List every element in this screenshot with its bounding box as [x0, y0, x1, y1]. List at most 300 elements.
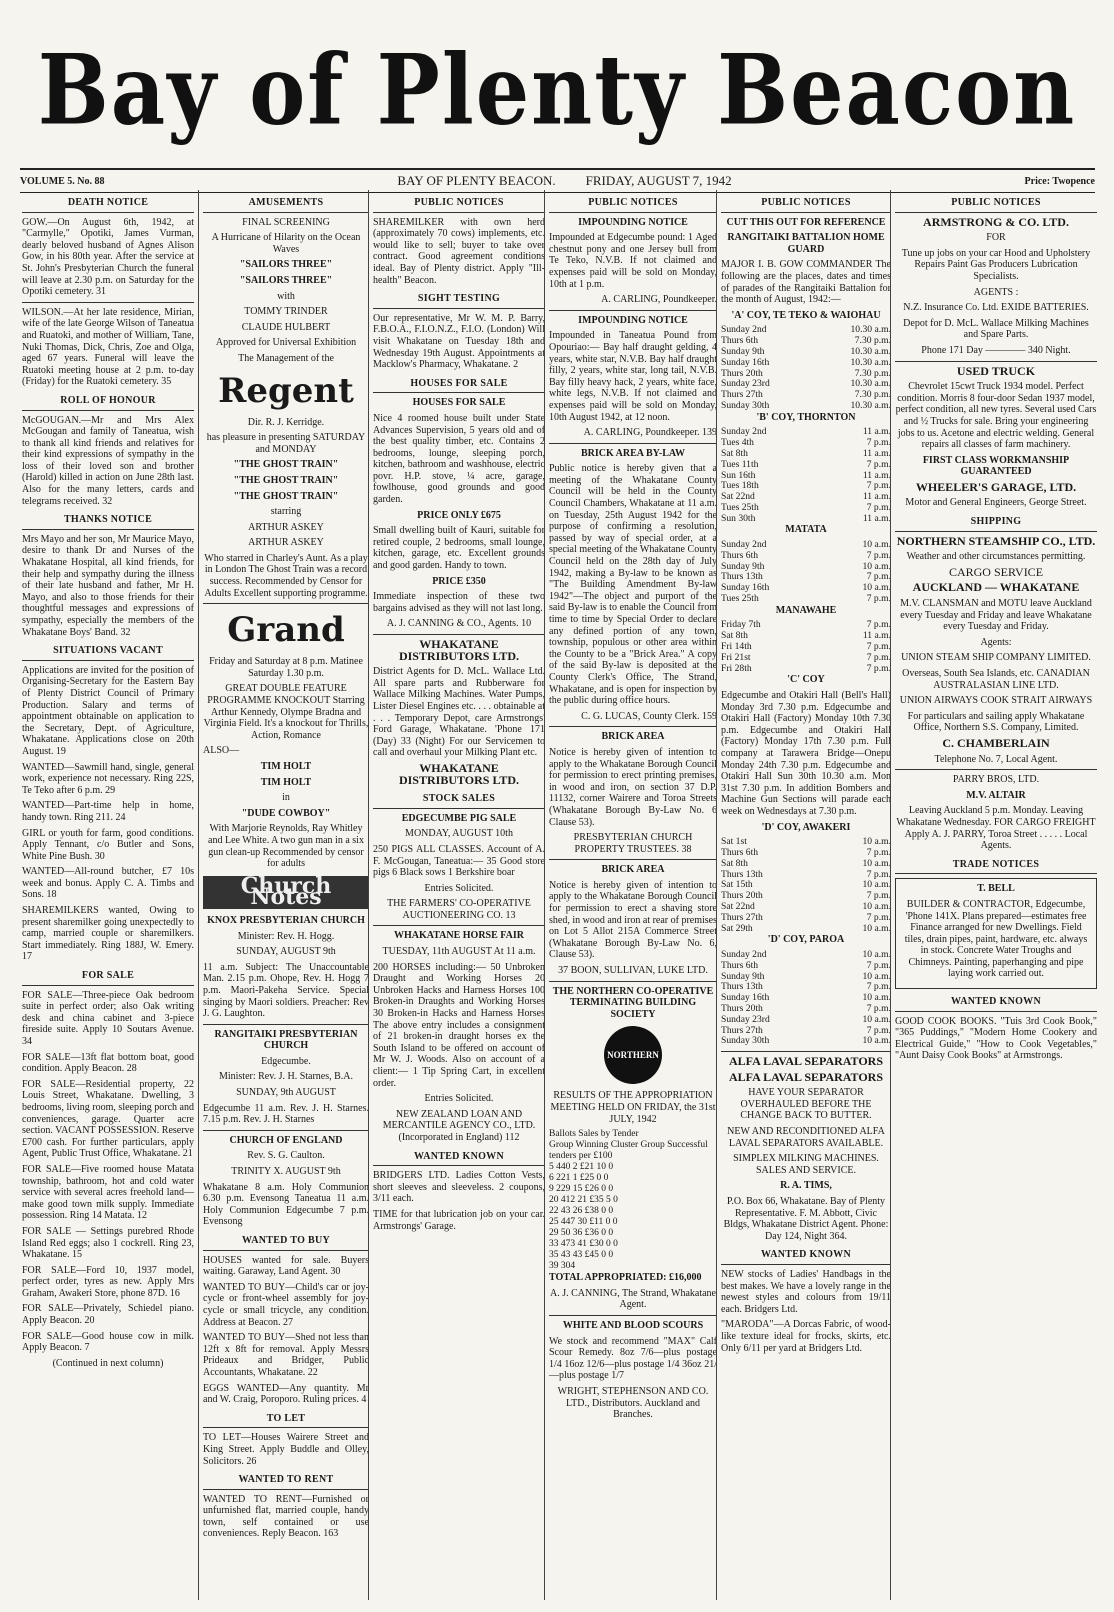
- starring-text: starring: [270, 506, 302, 518]
- cut-out-heading: CUT THIS OUT FOR REFERENCE: [726, 216, 886, 228]
- table-row: 9 229 15 £26 0 0: [549, 1184, 614, 1195]
- parade-day: Sunday 2nd: [721, 426, 767, 438]
- parade-day: Thurs 27th: [721, 1024, 763, 1036]
- price: Price: Twopence: [1024, 175, 1095, 187]
- parade-time: 11 a.m.: [862, 491, 891, 503]
- houses-for-sale-heading: HOUSES FOR SALE: [373, 376, 545, 394]
- parade-time: 11 a.m.: [862, 512, 891, 524]
- tender-table: [549, 1129, 717, 1272]
- airways-heading: UNION AIRWAYS COOK STRAIT AIRWAYS: [899, 695, 1093, 707]
- situation-ad: WANTED—Sawmill hand, single, general work, experience not necessary. Ring 22S, Te Teko after 6 p.m. 29: [22, 761, 194, 796]
- used-truck-heading: USED TRUCK: [956, 363, 1036, 378]
- horse-fair-body: 200 HORSES including:— 50 Unbroken Draught and Working Horses 20 Unbroken Hacks and Harness Horses 100 Broken-in Draughts and Working Horses 30 Broken-in Hacks and Harness Horses The above entry includes a consignment of 21 broken-in draught horses ex the South Island to be offered on account of Mr W. J. Woods. Also on account of a client:— 1 Tip Spring Cart, in excellent order.: [373, 961, 545, 1089]
- sight-testing-body: Our representative, Mr W. M. P. Barry, F.B.O.A., F.I.O.N.Z., F.I.O. (London) Will visit Whakatane on Tuesday 18th and Wednesday 19th August. Appointments at Macklow's Pharmacy, Whakatane. 2: [373, 312, 545, 371]
- agents-label: Agents:: [980, 636, 1012, 648]
- rangitaiki-heading: RANGITAIKI PRESBYTERIAN CHURCH: [214, 1028, 358, 1052]
- chamberlain-name: C. CHAMBERLAIN: [942, 735, 1050, 750]
- parade-day: Sunday 30th: [721, 1035, 770, 1047]
- wanted-known-ad: TIME for that lubrication job on your car. Armstrongs' Garage.: [373, 1208, 545, 1232]
- union-steam-ship: UNION STEAM SHIP COMPANY LIMITED.: [901, 652, 1091, 664]
- battalion-heading: RANGITAIKI BATTALION HOME GUARD: [727, 232, 885, 255]
- also-text: ALSO—: [203, 745, 240, 757]
- coe-body: Whakatane 8 a.m. Holy Communion 6.30 p.m. Evensong Taneatua 11 a.m. Holy Communion Edgecumbe 7 p.m. Evensong: [203, 1181, 369, 1228]
- wanted-ad: EGGS WANTED—Any quantity. Mr and W. Craig, Poroporo. Ruling prices. 4: [203, 1382, 369, 1406]
- parade-day: Sunday 16th: [721, 356, 770, 368]
- parade-time: 7.30 p.m.: [854, 335, 891, 347]
- parade-time: 11 a.m.: [862, 630, 891, 642]
- parade-day: Tues 18th: [721, 480, 759, 492]
- for-sale-ad: FOR SALE—Residential property, 22 Louis Street, Whakatane. Dwelling, 3 bedrooms, living room, sleeping porch and conveniences, garage. Quarter acre section. VACANT POSSESSION. Reserve £700 cash. For further particulars, apply Agent, Public Trust Office, Whakatane. 21: [22, 1078, 194, 1160]
- parade-day: Thurs 6th: [721, 549, 759, 561]
- parade-schedule: [721, 837, 891, 934]
- to-let-ad: TO LET—Houses Wairere Street and King Street. Apply Buddle and Olley, Solicitors. 26: [203, 1432, 369, 1467]
- coe-minister: Rev. S. G. Caulton.: [247, 1150, 325, 1162]
- agent-signature: A. J. CANNING & CO., Agents. 10: [386, 618, 532, 630]
- parade-time: 7 p.m.: [866, 662, 891, 674]
- regent-theatre-logo: Regent: [218, 370, 354, 411]
- scours-distributor: WRIGHT, STEPHENSON AND CO. LTD., Distributors. Auckland and Branches.: [557, 1385, 709, 1421]
- film-title: "SAILORS THREE": [239, 259, 333, 271]
- depot-text: Depot for D. McL. Wallace Milking Machines and Spare Parts.: [903, 317, 1089, 341]
- northern-agent: A. J. CANNING, The Strand, Whakatane Agent.: [550, 1287, 716, 1311]
- parade-day: Friday 7th: [721, 619, 761, 631]
- parade-day: Tues 11th: [721, 458, 759, 470]
- overseas-text: Overseas, South Sea Islands, etc. CANADIAN AUSTRALASIAN LINE LTD.: [902, 668, 1090, 691]
- impounding-body: Impounded at Edgecumbe pound: 1 Aged chestnut pony and one Jersey bull from Te Teko, N.V.B. If not claimed and expenses paid will be sold on Monday, 10th at 1 p.m.: [549, 232, 717, 290]
- amusements-heading: AMUSEMENTS: [203, 195, 369, 213]
- parade-time: 7 p.m.: [866, 641, 891, 653]
- table-row: 29 50 36 £36 0 0: [549, 1228, 614, 1239]
- film-title: "THE GHOST TRAIN": [233, 474, 339, 486]
- airways-body: For particulars and sailing apply Whakatane Office, Northern S.S. Company, Limited.: [907, 710, 1085, 734]
- shipping-heading: SHIPPING: [895, 514, 1097, 532]
- parade-time: 7 p.m.: [866, 437, 891, 449]
- table-row: 22 43 26 £38 0 0: [549, 1206, 614, 1217]
- parade-schedule: [721, 325, 891, 411]
- for-sale-ad: FOR SALE—Good house cow in milk. Apply Beacon. 7: [22, 1330, 194, 1354]
- pig-sale-heading: EDGECUMBE PIG SALE: [401, 812, 517, 824]
- table-row: 35 43 43 £45 0 0: [549, 1250, 614, 1261]
- coy-heading: 'A' COY, TE TEKO & WAIOHAU: [731, 309, 881, 321]
- house-note: Immediate inspection of these two bargains advised as they will not last long.: [373, 591, 545, 614]
- parade-time: 7 p.m.: [866, 959, 891, 971]
- rangitaiki-minister: Minister: Rev. J. H. Starnes, B.A.: [218, 1071, 354, 1083]
- wanted-known-ad: NEW stocks of Ladies' Handbags in the best makes. We have a lovely range in the newest styles and colours from 19/11 each. Bridgers Ltd.: [721, 1269, 891, 1315]
- parade-schedule: [721, 427, 891, 524]
- for-sale-ad: FOR SALE—Three-piece Oak bedroom suite in perfect order; also Oak writing desk and china cabinet and 3-piece fireside suite. Apply 10 Soutars Avenue. 34: [22, 989, 194, 1047]
- simplex-text: SIMPLEX MILKING MACHINES. SALES AND SERVICE.: [733, 1153, 879, 1176]
- table-row: 39 304: [549, 1261, 576, 1272]
- table-row: 5 440 2 £21 10 0: [549, 1162, 614, 1173]
- parade-time: 10 a.m.: [862, 582, 891, 594]
- final-desc: A Hurricane of Hilarity on the Ocean Waves: [211, 232, 361, 255]
- parade-time: 7.30 p.m.: [854, 367, 891, 379]
- trade-notices-heading: TRADE NOTICES: [895, 857, 1097, 875]
- parade-time: 10 a.m.: [862, 836, 891, 848]
- parade-day: Thurs 20th: [721, 367, 763, 379]
- alfa-laval-heading: ALFA LAVAL SEPARATORS: [728, 1069, 884, 1084]
- column-1: [22, 190, 198, 1600]
- knox-date: SUNDAY, AUGUST 9th: [236, 946, 336, 958]
- roll-of-honour: McGOUGAN.—Mr and Mrs Alex McGougan and family of Taneatua, wish to thank all kind friends and relatives for their kind expressions of sympathy in the loss of their loved son and brother (Harold) killed in action on June 28th last. Also for the many letters, cards and telegrams received. 32: [22, 414, 194, 507]
- parade-time: 7 p.m.: [866, 1024, 891, 1036]
- brick-bylaw-heading: BRICK AREA BY-LAW: [580, 447, 686, 459]
- poundkeeper-signature: A. CARLING, Poundkeeper.: [601, 294, 717, 306]
- horse-fair-date: TUESDAY, 11th AUGUST At 11 a.m.: [382, 946, 536, 958]
- table-row: [721, 358, 891, 369]
- parade-day: Sun 30th: [721, 512, 756, 524]
- parade-day: Sun 16th: [721, 469, 756, 481]
- parade-day: Sat 8th: [721, 857, 748, 869]
- star-name: TOMMY TRINDER: [244, 306, 328, 318]
- trustees-signature: PRESBYTERIAN CHURCH PROPERTY TRUSTEES. 38: [573, 832, 693, 855]
- parade-time: 7 p.m.: [866, 571, 891, 583]
- tims-name: R. A. TIMS,: [780, 1180, 832, 1192]
- total-appropriated: TOTAL APPROPRIATED: £16,000: [549, 1272, 702, 1284]
- situation-ad: GIRL or youth for farm, good conditions. Apply Tennant, c/o Butler and Sons, White Pine Bush. 30: [22, 827, 194, 862]
- for-sale-ad: FOR SALE — Settings purebred Rhode Island Red eggs; also 1 cockrell. Ring 23, Whakatane. 15: [22, 1225, 194, 1261]
- parade-day: Tues 25th: [721, 501, 759, 513]
- table-row: [721, 401, 891, 412]
- entries-solicited: Entries Solicited.: [424, 882, 494, 894]
- impounding-body: Impounded in Taneatua Pound from Opouriao:— Bay half draught gelding, 4 years, white star, N.V.B. Bay half draught filly, 2 years, white star, long tail, N.V.B. Bay filly heavy hack, 2 years, white face, white legs, N.V.B. If not claimed and expenses paid will be sold on Monday, 10th August 1942, at 12 noon.: [549, 330, 717, 423]
- director: Dir. R. J. Kerridge.: [247, 416, 325, 428]
- thanks-notice-heading: THANKS NOTICE: [22, 512, 194, 530]
- table-row: 25 447 30 £11 0 0: [549, 1217, 618, 1228]
- parade-day: Sunday 2nd: [721, 324, 767, 336]
- for-sale-ad: FOR SALE—Ford 10, 1937 model, perfect order, tyres as new. Apply Mrs Graham, Awakeri Store, phone 87D. 16: [22, 1264, 194, 1299]
- parade-time: 10 a.m.: [862, 922, 891, 934]
- rangitaiki-loc: Edgecumbe.: [261, 1055, 311, 1067]
- parade-day: Thurs 13th: [721, 571, 763, 583]
- parade-day: Sat 22nd: [721, 491, 755, 503]
- scours-body: We stock and recommend "MAX" Calf Scour Remedy. 8oz 7/6—plus postage 1/4 16oz 12/6—plus postage 1/4 36oz 21/—plus postage 1/7: [549, 1335, 717, 1382]
- brick-area-heading: BRICK AREA: [601, 864, 665, 876]
- film-title: "THE GHOST TRAIN": [233, 490, 339, 502]
- brick-bylaw-body: Public notice is hereby given that a meeting of the Whakatane County Council will be held in the County Council Chambers, Whakatane at 11 a.m. on Tuesday, 25th August 1942 for the purpose of confirming a resolution, passed by way of special order, at a special meeting of the Whakatane County Council held on the 28th day of July 1942, making a By-law to be known as "The Building Amendment By-law 1942"—The object and purport of the said By-law is to enable the Council from time to time by Special Order to declare any defined portion of any town, township, populous or other area within the County to be a "Brick Area." A copy of the said By-law is deposited at the County Clerk's Office, The Strand, Whakatane, and is open for inspection by the public during office hours.: [549, 463, 717, 707]
- parade-day: Thurs 13th: [721, 981, 763, 993]
- parade-time: 7 p.m.: [866, 868, 891, 880]
- column-4: [544, 190, 721, 1600]
- parade-time: 10 a.m.: [862, 560, 891, 572]
- parade-day: Sunday 9th: [721, 970, 765, 982]
- wanted-known-heading: WANTED KNOWN: [895, 994, 1097, 1012]
- parade-day: Fri 21st: [721, 651, 751, 663]
- parade-day: Thurs 6th: [721, 335, 759, 347]
- church-notes-banner: Church Notes: [203, 876, 369, 909]
- wanted-known-ad: GOOD COOK BOOKS. "Tuis 3rd Cook Book," "365 Puddings," "Modern Home Cookery and Electrical Guide," "How to Cook Vegetables," "Aunt Daisy Cook Books" at Armstrongs.: [895, 1015, 1097, 1062]
- parade-schedule: [721, 620, 891, 674]
- star-name: TIM HOLT: [260, 761, 312, 772]
- table-row: [721, 594, 891, 605]
- tender-table-columns: Group Winning Cluster Group Successful tenders per £100: [549, 1140, 708, 1162]
- grand-theatre-logo: Grand: [227, 610, 345, 651]
- northern-logo-icon: NORTHERN: [604, 1026, 662, 1084]
- parade-day: Tues 25th: [721, 593, 759, 605]
- for-sale-ad: FOR SALE—Five roomed house Matata township, bathroom, hot and cold water service with several acres freehold land—make good town milk supply. Immediate possession. Ring 14 Matata. 12: [22, 1163, 194, 1222]
- parade-time: 7 p.m.: [866, 480, 891, 492]
- c-coy-body: Edgecumbe and Otakiri Hall (Bell's Hall) Monday 3rd 7.30 p.m. Edgecumbe and Otakiri Hall (Factory) Monday 10th 7.30 p.m. Edgecumbe and Otakiri Hall (Factory) Monday 17th 7.30 p.m. Full company at Tarawera Bridge—Onepu Monday 24th 7.30 p.m. Edgecumbe and Otakiri Hall Sun 30th 10.30 a.m. Mon 31st 7.30 p.m. In addition Bombers and Machine Gun Sections will parade each week on Wednesdays at 7.30 p.m.: [721, 690, 891, 817]
- house-price: PRICE ONLY £675: [417, 509, 501, 521]
- film-desc: With Marjorie Reynolds, Ray Whitley and Lee White. A two gun man in a six gun clean-up Recommended by censor for adults: [208, 823, 364, 870]
- roll-of-honour-heading: ROLL OF HONOUR: [22, 393, 194, 411]
- route-text: AUCKLAND — WHAKATANE: [912, 580, 1080, 595]
- situation-ad: SHAREMILKERS wanted, Owing to present sharemilker going unexpectedly to camp, married couple or sharemilkers. Start immediately. Ring 188J, W. Emery. 17: [22, 905, 194, 963]
- wheelers-heading: WHEELER'S GARAGE, LTD.: [915, 479, 1077, 494]
- parade-time: 11 a.m.: [862, 426, 891, 438]
- public-notices-heading: PUBLIC NOTICES: [549, 195, 717, 213]
- public-notices-heading: PUBLIC NOTICES: [721, 195, 891, 213]
- parade-time: 10 a.m.: [862, 1035, 891, 1047]
- table-row: [721, 1036, 891, 1047]
- parade-time: 10.30 a.m.: [850, 356, 891, 368]
- entries-solicited: Entries Solicited.: [424, 1093, 494, 1105]
- parade-time: 11 a.m.: [862, 469, 891, 481]
- sharemilker-ad: SHAREMILKER with own herd (approximately 70 cows) implements, etc. would like to sell; buyer to take over contract. Good agreement conditions ideal. Bay of Plenty district. Apply "Ill-health" Beacon.: [373, 216, 545, 286]
- parade-schedule: [721, 540, 891, 605]
- wanted-ad: WANTED TO BUY—Shed not less than 12ft x 8ft for removal. Apply Messrs Prideaux and Bridger, Public Accountants, Whakatane. 22: [203, 1332, 369, 1378]
- parade-day: Fri 28th: [721, 662, 752, 674]
- nz-loan-agency: NEW ZEALAND LOAN AND MERCANTILE AGENCY CO., LTD. (Incorporated in England) 112: [382, 1108, 536, 1143]
- table-row: [721, 1015, 891, 1026]
- brick-area-body: Notice is hereby given of intention to apply to the Whakatane Borough Council for permission to erect printing premises, in wood and iron, on section 37 D.P. 11132, corner Wairere and Toroa Streets (Whakatane Borough By-Law No. 6 Clause 53).: [549, 746, 717, 828]
- bell-name: T. BELL: [977, 883, 1015, 895]
- coy-heading: MANAWAHE: [775, 604, 837, 616]
- parade-day: Sunday 23rd: [721, 1013, 770, 1025]
- parade-time: 7 p.m.: [866, 501, 891, 513]
- death-notice-gow: GOW.—On August 6th, 1942, at "Carmylle," Opotiki, James Vurman, dearly beloved husband of Agnes Alison Gow, in his 80th year. After the service at St. John's Presbyterian Church the funeral will leave at 2.30 p.m. on Saturday for the Opotiki cemetery. 31: [22, 216, 194, 298]
- chamberlain-tel: Telephone No. 7, Local Agent.: [934, 753, 1058, 765]
- used-truck-body: Chevrolet 15cwt Truck 1934 model. Perfect condition. Morris 8 four-door Sedan 1937 model, perfect condition, all new tyres. Several used Cars and ½ Trucks for sale. Bring your engineering jobs to us. Acetone and electric welding. General repairs all classes of farm machinery.: [895, 381, 1097, 451]
- parade-day: Fri 14th: [721, 641, 752, 653]
- public-notices-heading: PUBLIC NOTICES: [895, 195, 1097, 213]
- parade-day: Sat 1st: [721, 836, 747, 848]
- knox-heading: KNOX PRESBYTERIAN CHURCH: [207, 914, 365, 926]
- approved-text: Approved for Universal Exhibition: [215, 337, 357, 349]
- house-price: PRICE £350: [432, 575, 486, 587]
- distributors-heading: WHAKATANE DISTRIBUTORS LTD.: [398, 760, 520, 787]
- star-name: TIM HOLT: [260, 776, 312, 788]
- coe-date: TRINITY X. AUGUST 9th: [231, 1166, 341, 1178]
- situations-vacant-heading: SITUATIONS VACANT: [22, 643, 194, 661]
- for-text: FOR: [986, 232, 1006, 244]
- parade-time: 10 a.m.: [862, 857, 891, 869]
- mv-altair: M.V. ALTAIR: [966, 789, 1026, 801]
- paper-name: BAY OF PLENTY BEACON.: [397, 173, 556, 188]
- table-row: [721, 460, 891, 471]
- alfa-laval-body: HAVE YOUR SEPARATOR OVERHAULED BEFORE THE CHANGE BACK TO BUTTER.: [740, 1087, 872, 1122]
- parade-day: Thurs 20th: [721, 1002, 763, 1014]
- parade-time: 10 a.m.: [862, 970, 891, 982]
- column-6: [890, 190, 1101, 1600]
- coy-heading: 'B' COY, THORNTON: [756, 411, 856, 423]
- continued-note: (Continued in next column): [52, 1357, 164, 1369]
- bell-builder-box: [895, 878, 1097, 989]
- wanted-known-ad: "MARODA"—A Dorcas Fabric, of wood-like texture ideal for frocks, skirts, etc. Only 6/11 per yard at Bridgers Ltd.: [721, 1319, 891, 1354]
- parade-time: 7 p.m.: [866, 1002, 891, 1014]
- wanted-known-ad: BRIDGERS LTD. Ladies Cotton Vests, short sleeves and sleeveless. 2 coupons, 3/11 each.: [373, 1170, 545, 1205]
- parade-day: Sat 29th: [721, 922, 753, 934]
- for-sale-ad: FOR SALE—Privately, Schiedel piano. Apply Beacon. 20: [22, 1303, 194, 1327]
- knox-body: 11 a.m. Subject: The Unaccountable Man. 2.15 p.m. Ohope, Rev. H. Hogg 7 p.m. Maori-Pakeha Service. Special singing by Maori soldiers. Preacher: Rev J. G. Laughton.: [203, 961, 369, 1020]
- tims-address: P.O. Box 66, Whakatane. Bay of Plenty Representative. F. M. Abbott, Civic Bldgs, Whakatane District Agent. Phone: Day 124, Night 364.: [723, 1196, 889, 1242]
- final-screening: FINAL SCREENING: [242, 216, 330, 228]
- table-row: [721, 961, 891, 972]
- parade-time: 7 p.m.: [866, 458, 891, 470]
- star-name: CLAUDE HULBERT: [241, 321, 331, 333]
- tender-table-header: Ballots Sales by Tender: [549, 1129, 639, 1140]
- column-2: [198, 190, 373, 1600]
- parade-day: Tues 4th: [721, 437, 754, 449]
- parade-day: Sunday 9th: [721, 345, 765, 357]
- parade-time: 10 a.m.: [862, 900, 891, 912]
- scours-heading: WHITE AND BLOOD SCOURS: [562, 1319, 704, 1331]
- parade-day: Thurs 20th: [721, 890, 763, 902]
- knox-minister: Minister: Rev. H. Hogg.: [237, 930, 335, 942]
- parade-time: 10.30 a.m.: [850, 378, 891, 390]
- star-name: ARTHUR ASKEY: [248, 521, 324, 533]
- thanks-notice: Mrs Mayo and her son, Mr Maurice Mayo, desire to thank Dr and Nurses of the Whakatane Hospital, all kind friends, for their help and sympathy during the illness of their late husband and father, Mr H. Mayo, and also to those friends for their thoughtful messages and expressions of sympathy, especially the members of the Whakatane Boys' Band. 32: [22, 533, 194, 638]
- table-row: [721, 514, 891, 525]
- agents-label: AGENTS :: [973, 286, 1019, 298]
- rangitaiki-body: Edgecumbe 11 a.m. Rev. J. H. Starnes. 7.15 p.m. Rev. J. H. Starnes: [203, 1102, 369, 1126]
- parade-day: Sunday 2nd: [721, 539, 767, 551]
- table-row: 33 473 41 £30 0 0: [549, 1239, 618, 1250]
- column-3: [368, 190, 549, 1600]
- film-title: "DUDE COWBOY": [241, 807, 331, 819]
- wanted-ad: HOUSES wanted for sale. Buyers waiting. Garaway, Land Agent. 30: [203, 1254, 369, 1278]
- death-notice-heading: DEATH NOTICE: [22, 195, 194, 213]
- parade-time: 7 p.m.: [866, 549, 891, 561]
- masthead: [0, 20, 1114, 160]
- parade-day: Sat 8th: [721, 447, 748, 459]
- alfa-laval-new: NEW AND RECONDITIONED ALFA LAVAL SEPARATORS AVAILABLE.: [727, 1126, 885, 1149]
- stock-sales-heading: STOCK SALES: [373, 791, 545, 809]
- impounding-heading: IMPOUNDING NOTICE: [578, 216, 688, 228]
- wanted-to-rent-heading: WANTED TO RENT: [203, 1472, 369, 1490]
- for-sale-heading: FOR SALE: [22, 968, 194, 986]
- houses-for-sale-subheading: HOUSES FOR SALE: [412, 397, 506, 409]
- bell-body: BUILDER & CONTRACTOR, Edgecumbe, 'Phone 141X. Plans prepared—estimates free Finance arranged for new Dwellings. Field tiles, drain pipes, paint, hardware, etc. always in stock. Concrete Water Troughs and Chimneys. Painting, paperhanging and pipe laying work carried out.: [904, 898, 1088, 980]
- wanted-to-buy-heading: WANTED TO BUY: [203, 1233, 369, 1251]
- public-notices-heading: PUBLIC NOTICES: [373, 195, 545, 213]
- parade-time: 7 p.m.: [866, 890, 891, 902]
- agents-body: N.Z. Insurance Co. Ltd. EXIDE BATTERIES.: [903, 302, 1089, 314]
- wheelers-body: Motor and General Engineers, George Street.: [905, 497, 1087, 509]
- coy-heading: 'D' COY, PAROA: [767, 934, 845, 946]
- parade-day: Thurs 27th: [721, 911, 763, 923]
- parade-time: 11 a.m.: [862, 447, 891, 459]
- coe-heading: CHURCH OF ENGLAND: [229, 1134, 343, 1146]
- situation-ad: Applications are invited for the position of Organising-Secretary for the Eastern Bay of Plenty District Council of Primary Production. Salary and terms of appointment obtainable on application to the Secretary, Dept. of Agriculture, Whakatane. Applications close on 20th August. 19: [22, 664, 194, 757]
- to-let-heading: TO LET: [203, 1411, 369, 1429]
- house-listing: Nice 4 roomed house built under State Advances Supervision, 5 years old and of the best quality timber, etc. Contains 2 bedrooms, lounge, sleeping porch, kitchen, bathroom and washhouse, electric povr. H.P. stove, ¼ acre, garage, fowlhouse, good grounds and good garden.: [373, 412, 545, 506]
- situation-ad: WANTED—Part-time help in home, handy town. Ring 211. 24: [22, 800, 194, 823]
- workmanship-text: FIRST CLASS WORKMANSHIP GUARANTEED: [922, 454, 1070, 478]
- presenting-text: has pleasure in presenting SATURDAY and MONDAY: [206, 432, 366, 455]
- alfa-laval-heading: ALFA LAVAL SEPARATORS: [728, 1054, 884, 1069]
- volume-number: VOLUME 5. No. 88: [20, 175, 105, 187]
- battalion-intro: MAJOR I. B. GOW COMMANDER The following are the places, dates and times of parades of the Rangitaiki Battalion for the month of August, 1942:—: [721, 259, 891, 306]
- pig-sale-body: 250 PIGS ALL CLASSES. Account of A. F. McGougan, Taneatua:— 35 Good store pigs 6 Black sows 1 Berkshire boar: [373, 843, 545, 879]
- table-row: [721, 664, 891, 675]
- altair-body: Leaving Auckland 5 p.m. Monday. Leaving Whakatane Wednesday. FOR CARGO FREIGHT Apply A. J. PARRY, Toroa Street . . . . . Local Agents.: [896, 805, 1096, 852]
- armstrong-services: Tune up jobs on your car Hood and Upholstery Repairs Paint Gas Producers Lubrication Specialists.: [901, 247, 1091, 282]
- parade-schedule: [721, 950, 891, 1047]
- grand-feature: GREAT DOUBLE FEATURE PROGRAMME KNOCKOUT Starring Arthur Kennedy, Olympe Bradna and Virginia Field. It's a knockout for Thrills, Action, Romance: [203, 683, 369, 741]
- parade-day: Thurs 13th: [721, 868, 763, 880]
- with-text: with: [277, 290, 295, 302]
- table-row: [721, 924, 891, 935]
- parade-day: Thurs 6th: [721, 959, 759, 971]
- brick-area-heading: BRICK AREA: [601, 731, 665, 743]
- boon-signature: 37 BOON, SULLIVAN, LUKE LTD.: [558, 965, 708, 977]
- parade-time: 10.30 a.m.: [850, 345, 891, 357]
- distributors-body: District Agents for D. McL. Wallace Ltd. All spare parts and Rubberware for Wallace Milking Machines. Water Pumps, Lister Diesel Engines etc. . . . obtainable at . . . Temporary Depot, care Armstrongs' Ford Garage, Whakatane. 'Phone 171 (Day) 33 (Night) For our Servicemen to call and overhaul your Milking Plant etc.: [373, 666, 545, 759]
- death-notice-wilson: WILSON.—At her late residence, Mirian, wife of the late George Wilson of Taneatua and Ruatoki, and mother of William, Tane, Nuki Thomas, Dick, Chris, Zoe and Olga, aged 67 years. Funeral will leave the Ruatoki meeting house at 2 p.m. to-day (Friday) for the Ruatoki cemetery. 35: [22, 306, 194, 388]
- wanted-to-rent-ad: WANTED TO RENT—Furnished or unfurnished flat, married couple, handy town, self contained or use conveniences. Reply Beacon. 163: [203, 1493, 369, 1540]
- film-title: "THE GHOST TRAIN": [233, 459, 339, 471]
- mv-clansman: M.V. CLANSMAN and MOTU leave Auckland every Tuesday and Friday and leave Whakatane every Tuesday and Friday.: [900, 598, 1092, 633]
- northern-steamship-heading: NORTHERN STEAMSHIP CO., LTD.: [896, 533, 1096, 548]
- parade-time: 7 p.m.: [866, 593, 891, 605]
- parade-time: 10 a.m.: [862, 879, 891, 891]
- distributors-heading: WHAKATANE DISTRIBUTORS LTD.: [398, 637, 520, 663]
- northern-steamship-body: Weather and other circumstances permitting.: [906, 551, 1086, 563]
- parade-day: Sunday 9th: [721, 560, 765, 572]
- table-row: [721, 913, 891, 924]
- film-desc: Who starred in Charley's Aunt. As a play in London The Ghost Train was a record success. Recommended by Censor for Adults Excellent supporting programme.: [204, 552, 368, 599]
- film-title: "SAILORS THREE": [239, 274, 333, 286]
- parade-time: 10 a.m.: [862, 948, 891, 960]
- sight-testing-heading: SIGHT TESTING: [373, 291, 545, 309]
- pig-sale-date: MONDAY, AUGUST 10th: [405, 828, 513, 840]
- rangitaiki-date: SUNDAY, 9th AUGUST: [236, 1087, 336, 1099]
- cargo-service: CARGO SERVICE: [948, 564, 1044, 579]
- coy-heading: MATATA: [785, 524, 827, 536]
- management-text: The Management of the: [238, 352, 334, 364]
- wanted-known-heading: WANTED KNOWN: [373, 1149, 545, 1167]
- coy-heading: 'D' COY, AWAKERI: [761, 821, 851, 833]
- parade-time: 7 p.m.: [866, 846, 891, 858]
- issue-date: FRIDAY, AUGUST 7, 1942: [585, 173, 732, 188]
- in-text: in: [282, 792, 290, 804]
- house-listing: Small dwelling built of Kauri, suitable for retired couple, 2 bedrooms, small lounge, kitchen, garage, etc. Excellent grounds and good garden. Handy to town.: [373, 525, 545, 572]
- parade-time: 7 p.m.: [866, 619, 891, 631]
- parade-time: 10.30 a.m.: [850, 324, 891, 336]
- farmers-coop: THE FARMERS' CO-OPERATIVE AUCTIONEERING CO. 13: [387, 898, 531, 921]
- parry-bros: PARRY BROS, LTD.: [952, 774, 1040, 786]
- parade-time: 10 a.m.: [862, 992, 891, 1004]
- parade-day: Thurs 27th: [721, 389, 763, 401]
- wanted-known-heading: WANTED KNOWN: [721, 1247, 891, 1265]
- parade-time: 10 a.m.: [862, 1013, 891, 1025]
- brick-area-body: Notice is hereby given of intention to apply to the Whakatane Borough Council for permission to erect a shaving store shed, in wood and iron at rear of premises on Lot 5 Allot 215A Commerce Street (Whakatane Borough By-Law No. 6, Clause 53).: [549, 879, 718, 961]
- parade-day: Sunday 16th: [721, 582, 770, 594]
- situation-ad: WANTED—All-round butcher, £7 10s week and bonus. Apply C. A. Timbs and Sons. 18: [22, 866, 194, 901]
- northern-society-heading: THE NORTHERN CO-OPERATIVE TERMINATING BUILDING SOCIETY: [552, 985, 714, 1020]
- table-row: [721, 859, 891, 870]
- parade-time: 7 p.m.: [866, 651, 891, 663]
- horse-fair-heading: WHAKATANE HORSE FAIR: [393, 930, 524, 942]
- impounding-heading: IMPOUNDING NOTICE: [578, 314, 688, 326]
- parade-time: 7 p.m.: [866, 981, 891, 993]
- table-row: 6 221 1 £25 0 0: [549, 1173, 609, 1184]
- parade-time: 10 a.m.: [862, 539, 891, 551]
- wanted-ad: WANTED TO BUY—Child's car or joy-cycle or front-wheel assembly for joy-cycle or small tricycle, any condition. Address at Beacon. 27: [203, 1281, 369, 1328]
- masthead-title: Bay of Plenty Beacon: [37, 32, 1077, 147]
- armstrong-phone: Phone 171 Day ———— 340 Night.: [921, 344, 1071, 356]
